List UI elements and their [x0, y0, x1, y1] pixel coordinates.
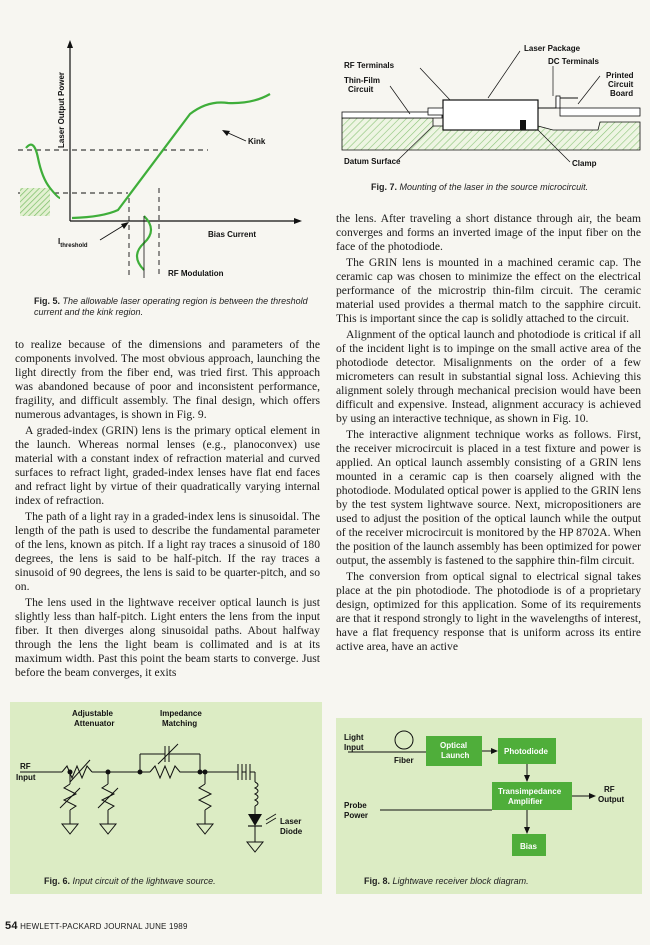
- paragraph: Alignment of the optical launch and photodiode is critical if all of the incident light is to impinge on the small active area of the photodiode detector. Misalignments on the order of a few micrometers can result in substantial signal loss. Achieving this alignment solely through mechanical precision would have been difficult and expensive. Instead, alignment accuracy is achieved by using an interactive technique, as shown in Fig. 10.: [336, 328, 641, 425]
- paragraph: The GRIN lens is mounted in a machined ceramic cap. The ceramic cap was chosen to minimize the effect on the electrical performance of the microstrip thin-film circuit. The ceramic material used provides a thermal match to the sapphire circuit. This is important since the cap is solidly attached to the circuit.: [336, 256, 641, 325]
- paragraph: The path of a light ray in a graded-index lens is sinusoidal. The length of the path is used to describe the fundamental parameter of the lens, known as pitch. If a light ray traces a sinusoid of 180 degrees, the lens is said to be half-pitch. If the ray traces a sinusoid of 90 degrees, the lens is said to be quarter-pitch, and so on.: [15, 510, 320, 593]
- figure-6-circuit: [10, 702, 322, 872]
- photodiode-label: Photodiode: [504, 747, 548, 756]
- figure-7: [338, 38, 643, 203]
- rf-output-label-1: RF: [604, 785, 615, 794]
- attenuator-label-1: Adjustable: [72, 709, 113, 718]
- optical-launch-label-2: Launch: [441, 751, 470, 760]
- transimpedance-label-2: Amplifier: [508, 797, 543, 806]
- paragraph: A graded-index (GRIN) lens is the primary optical element in the launch. Whereas normal lenses (e.g., planoconvex) use material with a constant index of refraction material and curved surfaces to refract light, graded-index lenses have flat end faces and refract light by virtue of their quadratically varying internal index of refraction.: [15, 424, 320, 507]
- datum-label: Datum Surface: [344, 157, 401, 166]
- figure-8: [336, 718, 642, 894]
- threshold-label: $I_{threshold}$: [58, 237, 88, 249]
- figure-5-caption: Fig. 5. The allowable laser operating region is between the threshold current and the kink region.: [34, 296, 308, 317]
- probe-power-label-2: Power: [344, 811, 369, 820]
- thin-film-label-1: Thin-Film: [344, 76, 380, 85]
- laser-diode-icon: [248, 814, 262, 826]
- probe-power-label-1: Probe: [344, 801, 367, 810]
- attenuator-label-2: Attenuator: [74, 719, 115, 728]
- laser-diode-label-1: Laser: [280, 817, 302, 826]
- figure-8-diagram: [336, 718, 642, 873]
- dc-terminals-label: DC Terminals: [548, 57, 599, 66]
- pcb-label-3: Board: [610, 89, 634, 98]
- left-column-text: [15, 338, 320, 682]
- laser-diode-label-2: Diode: [280, 827, 303, 836]
- figure-5-graph: [8, 38, 328, 288]
- figure-7-drawing: [338, 38, 643, 183]
- rf-input-label-2: Input: [16, 773, 36, 782]
- journal-name: HEWLETT-PACKARD JOURNAL JUNE 1989: [20, 922, 188, 931]
- impedance-label-2: Matching: [162, 719, 198, 728]
- page-number: 54: [5, 920, 18, 932]
- pcb-label-2: Circuit: [608, 80, 634, 89]
- light-input-label-2: Input: [344, 743, 364, 752]
- laser-package-label: Laser Package: [524, 44, 581, 53]
- paragraph: The conversion from optical signal to electrical signal takes place at the pin photodiode. The photodiode is of a proprietary design, optimized for this application. Some of its requirements are that it respond strongly to light in the wavelengths of interest, have a flat frequency response that is uniform across its entire active area, have an active: [336, 570, 641, 653]
- rf-output-label-2: Output: [598, 795, 625, 804]
- rf-input-label-1: RF: [20, 762, 31, 771]
- laser-curve: [72, 94, 270, 218]
- figure-6-caption: Fig. 6. Input circuit of the lightwave source.: [44, 876, 216, 886]
- optical-launch-label-1: Optical: [440, 741, 468, 750]
- transimpedance-label-1: Transimpedance: [498, 787, 562, 796]
- paragraph: The lens used in the lightwave receiver optical launch is just slightly less than half-pitch. Light enters the lens from the input fiber. It then diverges along sinusoidal paths. About halfway through the lens the light beam is collimated and is at its maximum width. Past this point the beam starts to converge. Just before the beam converges, it exits: [15, 596, 320, 679]
- paragraph: The interactive alignment technique works as follows. First, the receiver microcircuit is placed in a test fixture and power is applied. An optical launch assembly consisting of a GRIN lens mounted in a ceramic cap is then coarsely aligned with the photodiode. Modulated optical power is applied to the GRIN lens by the test system lightwave source. Next, micropositioners are used to adjust the position of the optical launch while the output of the receiver microcircuit is monitored by the HP 8702A. When the position of the launch assembly has been optimized for power output, the assembly is fastened to the sapphire thin-film circuit.: [336, 428, 641, 567]
- bias-label: Bias: [520, 842, 537, 851]
- rf-terminals-label: RF Terminals: [344, 61, 395, 70]
- paragraph: the lens. After traveling a short distance through air, the beam converges and forms an inverted image of the input fiber on the face of the photodiode.: [336, 212, 641, 253]
- pcb-label-1: Printed: [606, 71, 634, 80]
- y-axis-label: Laser Output Power: [57, 71, 66, 148]
- rf-modulation-label: RF Modulation: [168, 269, 224, 278]
- page-footer: [5, 920, 305, 932]
- x-axis-label: Bias Current: [208, 230, 257, 239]
- figure-7-caption: Fig. 7. Mounting of the laser in the source microcircuit.: [371, 182, 589, 192]
- light-input-label-1: Light: [344, 733, 364, 742]
- kink-label: Kink: [248, 137, 266, 146]
- figure-8-caption: Fig. 8. Lightwave receiver block diagram.: [364, 876, 529, 886]
- fiber-icon: [395, 731, 413, 749]
- paragraph: to realize because of the dimensions and parameters of the components involved. The most obvious approach, launching the light directly from the fiber end, was tried first. This approach was abandoned because of poor and inconsistent performance, fragility, and difficult assembly. The final design, which offers numerous advantages, is shown in Fig. 9.: [15, 338, 320, 421]
- fiber-label: Fiber: [394, 756, 414, 765]
- figure-5: [8, 38, 328, 328]
- impedance-label-1: Impedance: [160, 709, 202, 718]
- clamp-label: Clamp: [572, 159, 597, 168]
- figure-6: [10, 702, 322, 894]
- right-column-text: [336, 212, 641, 656]
- thin-film-label-2: Circuit: [348, 85, 374, 94]
